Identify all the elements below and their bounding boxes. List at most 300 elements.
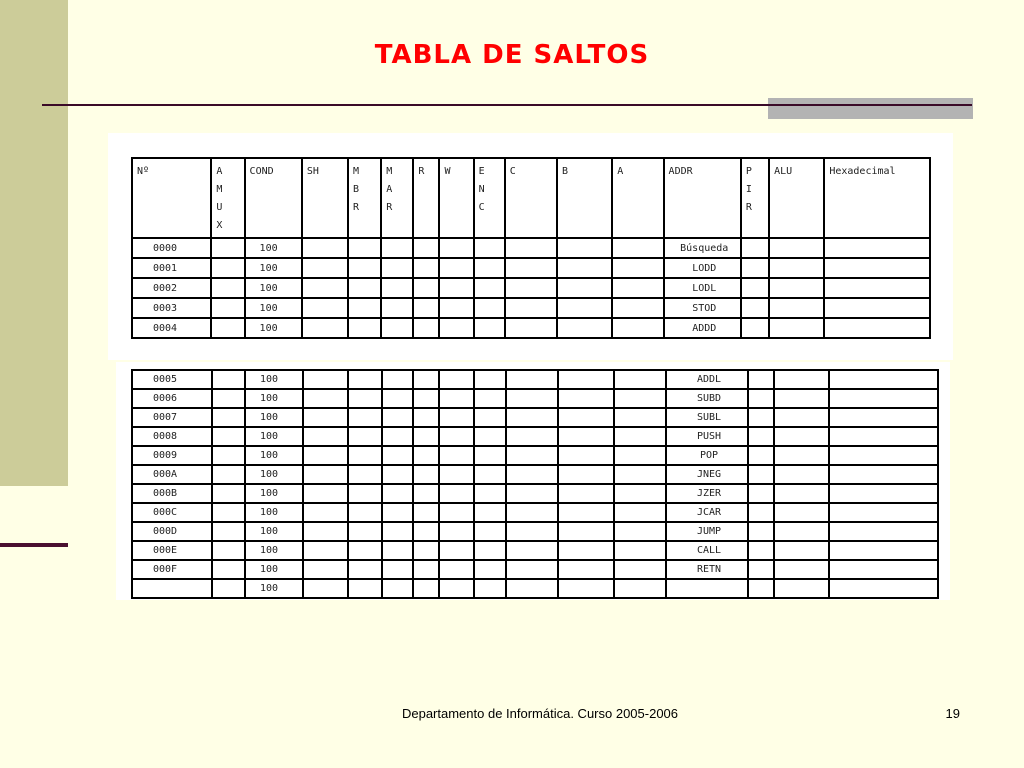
table-cell (439, 408, 474, 427)
table-cell (614, 370, 666, 389)
table-cell (211, 298, 244, 318)
table-row (132, 408, 938, 427)
column-header: E N C (474, 158, 505, 238)
table-cell (348, 465, 382, 484)
table-cell (439, 484, 474, 503)
cond-cell: 100 (245, 427, 303, 446)
table-cell (413, 465, 439, 484)
table-cell (829, 541, 938, 560)
table-cell (558, 579, 614, 598)
address-cell: 0006 (132, 389, 212, 408)
cond-cell: 100 (245, 465, 303, 484)
cond-cell: 100 (245, 484, 303, 503)
table-cell (302, 318, 348, 338)
table-cell (557, 278, 612, 298)
table-cell (824, 258, 930, 278)
table-cell (348, 503, 382, 522)
table-row (132, 258, 930, 278)
address-cell: 0002 (132, 278, 211, 298)
table-cell (612, 258, 663, 278)
table-cell (439, 465, 474, 484)
addr-cell: CALL (666, 541, 748, 560)
title-rule-accent (768, 98, 973, 119)
column-header: B (557, 158, 612, 238)
table-row (132, 238, 930, 258)
table-cell (474, 503, 506, 522)
table-cell (558, 503, 614, 522)
table-cell (382, 560, 413, 579)
address-cell: 0003 (132, 298, 211, 318)
address-cell: 000A (132, 465, 212, 484)
table-cell (774, 389, 829, 408)
cond-cell: 100 (245, 318, 302, 338)
column-header: Nº (132, 158, 211, 238)
table-cell (474, 446, 506, 465)
table-cell (829, 522, 938, 541)
table-cell (303, 389, 348, 408)
table-cell (612, 298, 663, 318)
table-cell (474, 370, 506, 389)
table-cell (439, 298, 473, 318)
table-row (132, 503, 938, 522)
cond-cell: 100 (245, 541, 303, 560)
column-header: SH (302, 158, 348, 238)
table-cell (558, 389, 614, 408)
cond-cell: 100 (245, 408, 303, 427)
table-cell (558, 522, 614, 541)
table-cell (474, 484, 506, 503)
table-row (132, 560, 938, 579)
table-cell (348, 278, 381, 298)
table-cell (212, 560, 245, 579)
table-cell (506, 370, 558, 389)
table-cell (212, 427, 245, 446)
table-cell (748, 465, 774, 484)
table-cell (612, 318, 663, 338)
table-cell (558, 370, 614, 389)
addr-cell: RETN (666, 560, 748, 579)
table-cell (439, 579, 474, 598)
table-cell (748, 484, 774, 503)
table-cell (829, 389, 938, 408)
table-cell (505, 278, 557, 298)
table-cell (614, 446, 666, 465)
table-cell (303, 408, 348, 427)
table-row (132, 370, 938, 389)
table-cell (614, 503, 666, 522)
table-cell (614, 408, 666, 427)
table-cell (212, 484, 245, 503)
table-cell (769, 278, 824, 298)
table-cell (506, 503, 558, 522)
table-cell (558, 484, 614, 503)
column-header: ADDR (664, 158, 741, 238)
address-cell: 0007 (132, 408, 212, 427)
table-cell (348, 258, 381, 278)
addr-cell: STOD (664, 298, 741, 318)
table-cell (303, 541, 348, 560)
table-cell (748, 522, 774, 541)
column-header: A (612, 158, 663, 238)
table-cell (413, 522, 439, 541)
table-cell (474, 522, 506, 541)
table-cell (769, 258, 824, 278)
cond-cell: 100 (245, 238, 302, 258)
table-cell (381, 318, 413, 338)
table-cell (212, 465, 245, 484)
table-cell (439, 446, 474, 465)
table-row (132, 541, 938, 560)
table-cell (774, 370, 829, 389)
table-cell (474, 408, 506, 427)
table-cell (614, 465, 666, 484)
cond-cell: 100 (245, 560, 303, 579)
table-cell (506, 522, 558, 541)
table-cell (748, 541, 774, 560)
table-cell (614, 541, 666, 560)
table-cell (558, 560, 614, 579)
address-cell: 000E (132, 541, 212, 560)
table-cell (774, 465, 829, 484)
table-cell (382, 522, 413, 541)
column-header: A M U X (211, 158, 244, 238)
address-cell: 000C (132, 503, 212, 522)
table-cell (212, 389, 245, 408)
addr-cell: LODL (664, 278, 741, 298)
table-cell (741, 258, 769, 278)
table-cell (505, 318, 557, 338)
footer-text: Departamento de Informática. Curso 2005-2006 (401, 706, 679, 721)
addr-cell: SUBD (666, 389, 748, 408)
table-cell (474, 278, 505, 298)
table-cell (557, 298, 612, 318)
addr-cell: JNEG (666, 465, 748, 484)
table-cell (748, 503, 774, 522)
table-cell (829, 503, 938, 522)
table-cell (382, 446, 413, 465)
table-cell (381, 238, 413, 258)
address-cell: 0005 (132, 370, 212, 389)
column-header: Hexadecimal (824, 158, 930, 238)
table-cell (439, 541, 474, 560)
table-row (132, 522, 938, 541)
title-rule (42, 104, 972, 106)
table-cell (614, 560, 666, 579)
table-cell (557, 318, 612, 338)
table-cell (506, 427, 558, 446)
addr-cell: JUMP (666, 522, 748, 541)
table-cell (824, 318, 930, 338)
table-cell (413, 258, 439, 278)
table-cell (439, 318, 473, 338)
address-cell: 0009 (132, 446, 212, 465)
table-cell (558, 446, 614, 465)
table-cell (413, 503, 439, 522)
addr-cell: ADDD (664, 318, 741, 338)
table-cell (769, 318, 824, 338)
jump-table-lower (131, 369, 939, 599)
address-cell: 0000 (132, 238, 211, 258)
table-cell (748, 427, 774, 446)
table-cell (614, 522, 666, 541)
table-cell (614, 389, 666, 408)
table-cell (774, 446, 829, 465)
table-cell (774, 541, 829, 560)
table-cell (474, 560, 506, 579)
table-cell (558, 427, 614, 446)
table-row (132, 465, 938, 484)
address-cell: 0001 (132, 258, 211, 278)
table-cell (348, 298, 381, 318)
table-cell (474, 238, 505, 258)
table-cell (348, 484, 382, 503)
table-cell (439, 258, 473, 278)
table-cell (382, 427, 413, 446)
table-cell (413, 298, 439, 318)
table-cell (413, 278, 439, 298)
table-cell (774, 522, 829, 541)
table-cell (824, 298, 930, 318)
cond-cell: 100 (245, 389, 303, 408)
jump-table-upper (131, 157, 931, 339)
table-cell (413, 238, 439, 258)
column-header: R (413, 158, 439, 238)
cond-cell: 100 (245, 278, 302, 298)
table-cell (774, 503, 829, 522)
table-cell (741, 318, 769, 338)
table-cell (303, 560, 348, 579)
cond-cell: 100 (245, 258, 302, 278)
table-row (132, 484, 938, 503)
table-cell (413, 484, 439, 503)
table-cell (748, 560, 774, 579)
table-cell (505, 258, 557, 278)
table-cell (829, 370, 938, 389)
table-cell (614, 427, 666, 446)
table-cell (829, 484, 938, 503)
page-number: 19 (945, 706, 960, 721)
table-cell (474, 541, 506, 560)
left-decorative-line (0, 543, 68, 547)
cond-cell: 100 (245, 298, 302, 318)
table-cell (748, 389, 774, 408)
cond-cell: 100 (245, 579, 303, 598)
cond-cell: 100 (245, 370, 303, 389)
table-cell (413, 560, 439, 579)
table-cell (413, 370, 439, 389)
table-cell (348, 408, 382, 427)
table-cell (824, 238, 930, 258)
table-cell (303, 427, 348, 446)
table-cell (303, 465, 348, 484)
table-cell (769, 298, 824, 318)
table-cell (474, 389, 506, 408)
table-cell (474, 465, 506, 484)
column-header: P I R (741, 158, 769, 238)
column-header: M B R (348, 158, 381, 238)
cond-cell: 100 (245, 503, 303, 522)
addr-cell: SUBL (666, 408, 748, 427)
table-cell (381, 298, 413, 318)
table-cell (348, 541, 382, 560)
left-decorative-bar (0, 0, 68, 486)
table-cell (741, 298, 769, 318)
address-cell: 0004 (132, 318, 211, 338)
table-cell (748, 446, 774, 465)
table-cell (303, 579, 348, 598)
table-cell (303, 370, 348, 389)
addr-cell (666, 579, 748, 598)
table-cell (558, 408, 614, 427)
table-cell (382, 484, 413, 503)
table-cell (474, 579, 506, 598)
table-cell (505, 298, 557, 318)
cond-cell: 100 (245, 446, 303, 465)
table-cell (829, 446, 938, 465)
table-cell (348, 318, 381, 338)
table-cell (212, 503, 245, 522)
table-cell (829, 427, 938, 446)
table-cell (439, 278, 473, 298)
address-cell (132, 579, 212, 598)
table-cell (439, 522, 474, 541)
table-cell (748, 370, 774, 389)
table-cell (211, 278, 244, 298)
table-cell (439, 389, 474, 408)
table-cell (741, 278, 769, 298)
cond-cell: 100 (245, 522, 303, 541)
table-cell (212, 370, 245, 389)
table-cell (413, 446, 439, 465)
table-cell (382, 579, 413, 598)
column-header: ALU (769, 158, 824, 238)
table-cell (413, 541, 439, 560)
table-cell (302, 238, 348, 258)
table-cell (413, 427, 439, 446)
table-row (132, 298, 930, 318)
table-cell (348, 427, 382, 446)
table-cell (381, 278, 413, 298)
addr-cell: Búsqueda (664, 238, 741, 258)
addr-cell: POP (666, 446, 748, 465)
table-cell (829, 560, 938, 579)
table-cell (413, 389, 439, 408)
table-cell (774, 427, 829, 446)
table-cell (774, 408, 829, 427)
table-cell (506, 541, 558, 560)
table-cell (348, 579, 382, 598)
address-cell: 0008 (132, 427, 212, 446)
table-cell (303, 522, 348, 541)
column-header: W (439, 158, 473, 238)
table-cell (474, 318, 505, 338)
table-header-row (132, 158, 930, 238)
table-cell (439, 503, 474, 522)
table-row (132, 389, 938, 408)
addr-cell: JCAR (666, 503, 748, 522)
table-cell (474, 427, 506, 446)
table-cell (829, 579, 938, 598)
table-cell (612, 238, 663, 258)
table-cell (348, 238, 381, 258)
table-cell (439, 370, 474, 389)
table-cell (769, 238, 824, 258)
table-cell (557, 238, 612, 258)
table-cell (382, 465, 413, 484)
table-cell (474, 258, 505, 278)
table-cell (382, 389, 413, 408)
table-cell (506, 389, 558, 408)
table-cell (506, 408, 558, 427)
table-cell (413, 579, 439, 598)
table-cell (413, 318, 439, 338)
table-cell (748, 579, 774, 598)
table-row (132, 579, 938, 598)
table-cell (824, 278, 930, 298)
table-cell (211, 238, 244, 258)
column-header: COND (245, 158, 302, 238)
address-cell: 000B (132, 484, 212, 503)
table-cell (413, 408, 439, 427)
table-cell (741, 238, 769, 258)
table-cell (211, 258, 244, 278)
table-cell (382, 370, 413, 389)
table-cell (506, 465, 558, 484)
table-cell (348, 370, 382, 389)
table-cell (774, 560, 829, 579)
table-cell (348, 522, 382, 541)
table-cell (748, 408, 774, 427)
table-cell (558, 541, 614, 560)
table-cell (212, 522, 245, 541)
table-cell (439, 238, 473, 258)
table-cell (439, 427, 474, 446)
table-cell (505, 238, 557, 258)
table-row (132, 278, 930, 298)
table-cell (348, 446, 382, 465)
table-row (132, 427, 938, 446)
table-cell (302, 278, 348, 298)
table-cell (439, 560, 474, 579)
table-cell (506, 579, 558, 598)
addr-cell: JZER (666, 484, 748, 503)
table-cell (774, 579, 829, 598)
table-cell (211, 318, 244, 338)
table-cell (506, 560, 558, 579)
slide-title: TABLA DE SALTOS (374, 40, 650, 70)
addr-cell: LODD (664, 258, 741, 278)
table-cell (612, 278, 663, 298)
addr-cell: PUSH (666, 427, 748, 446)
table-cell (774, 484, 829, 503)
table-row (132, 446, 938, 465)
table-cell (558, 465, 614, 484)
table-cell (348, 560, 382, 579)
table-cell (557, 258, 612, 278)
table-cell (212, 408, 245, 427)
table-cell (302, 258, 348, 278)
column-header: C (505, 158, 557, 238)
table-cell (348, 389, 382, 408)
table-cell (474, 298, 505, 318)
table-cell (382, 408, 413, 427)
column-header: M A R (381, 158, 413, 238)
table-cell (382, 503, 413, 522)
address-cell: 000F (132, 560, 212, 579)
table-cell (506, 484, 558, 503)
table-cell (829, 408, 938, 427)
address-cell: 000D (132, 522, 212, 541)
